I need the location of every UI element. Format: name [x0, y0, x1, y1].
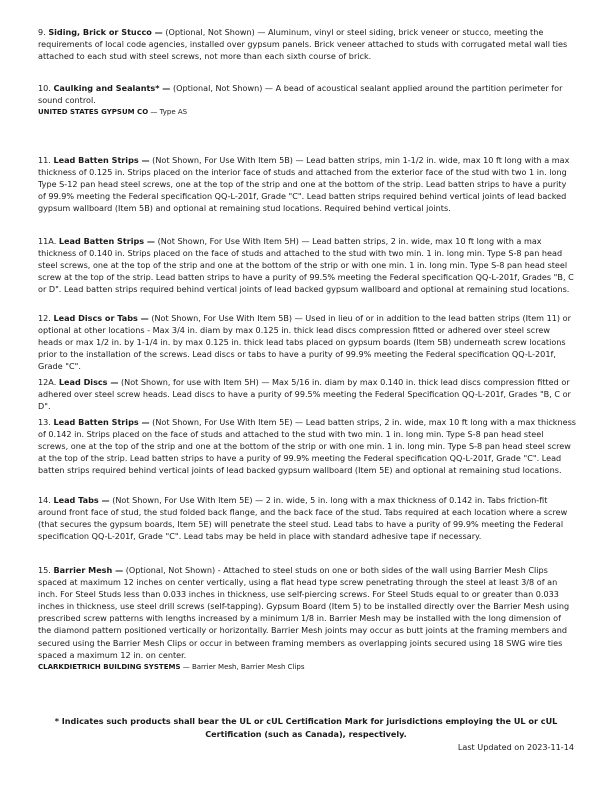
vendor-line [38, 662, 576, 672]
item-number: 11. [38, 155, 51, 165]
item-number: 13. [38, 417, 51, 427]
item-title: Lead Discs — [58, 377, 119, 387]
item-body: (Optional, Not Shown) - Attached to steel studs on one or both sides of the wall using Barrier Mesh Clips spaced at maximum 12 inches on center vertically, using a flat head type screw penetrating through the steel at least 3/8 of an inch. For Steel Studs less than 0.033 inches in thickness, use self-piercing screws. For Steel Studs equal to or greater than 0.033 inches in thickness, use steel drill screws (self-tapping). Gypsum Board (Item 5) to be installed directly over the Barrier Mesh using prescribed screw patterns with lengths increased by a minimum 1/8 in. Barrier Mesh may be installed with the long dimension of the diamond pattern positioned vertically or horizontally. Barrier Mesh joints may occur as butt joints at the framing members and secured using the Barrier Mesh Clips or occur in between framing members as overlapping joints secured using 18 SWG wire ties spaced a maximum 12 in. on center. [38, 565, 570, 660]
item-body: (Not Shown, for use with Item 5H) — Max 5/16 in. diam by max 0.140 in. thick lead discs compression fitted or adhered over steel screw heads. Lead discs to have a purity of 99.5% meeting the Federal Specification QQ-L-201f, Grades "B, C or D". [38, 377, 571, 412]
item-body: (Not Shown, For Use With Item 5B) — Used in lieu of or in addition to the lead batten strips (Item 11) or optional at other locations - Max 3/4 in. diam by max 0.125 in. thick lead discs compression fitted or adhered over steel screw heads or max 1/2 in. by 1-1/4 in. by max 0.125 in. thick lead tabs placed on gypsum boards (Item 5B) underneath screw locations prior to the installation of the screws. Lead discs or tabs to have a purity of 99.9% meeting the Federal specification QQ-L-201f, Grade "C". [38, 313, 571, 372]
item-title: Lead Tabs — [53, 495, 110, 505]
vendor-line [38, 107, 576, 117]
vendor-name: UNITED STATES GYPSUM CO [38, 108, 149, 117]
item-11a [38, 235, 576, 295]
item-10 [38, 82, 576, 117]
item-body: (Optional, Not Shown) — A bead of acoustical sealant applied around the partition perimeter for sound control. [38, 83, 563, 106]
vendor-name: CLARKDIETRICH BUILDING SYSTEMS [38, 662, 181, 671]
item-9 [38, 26, 576, 62]
item-body: (Not Shown, For Use With Item 5H) — Lead batten strips, 2 in. wide, max 10 ft long with a max thickness of 0.140 in. Strips placed on the face of studs and attached to the stud with two min. 1 in. long min. Type S-8 pan head steel screws, one at the top of the strip and one at the bottom of the strip or with one min. 1 in. long min. Type S-8 pan head steel screw at the top of the strip. Lead batten strips to have a purity of 99.5% meeting the Federal specification QQ-L-201f, Grades "B, C or D". Lead batten strips required behind vertical joints of lead backed gypsum wallboard and optional at remaining stud locations. [38, 236, 574, 295]
last-updated: Last Updated on 2023-11-14 [457, 742, 574, 752]
item-title: Lead Batten Strips — [53, 417, 150, 427]
vendor-detail: — Barrier Mesh, Barrier Mesh Clips [180, 662, 305, 671]
item-number: 11A. [38, 236, 57, 246]
item-12a [38, 376, 576, 412]
item-title: Caulking and Sealants* — [53, 83, 171, 93]
item-body: (Not Shown, For Use With Item 5E) — 2 in. wide, 5 in. long with a max thickness of 0.142 in. Tabs friction-fit around front face of stud, the stud folded back flange, and the back face of the stud. Tabs required at each location where a screw (that secures the gypsum boards, Item 5E) will penetrate the steel stud. Lead tabs to have a purity of 99.9% meeting the Federal specification QQ-L-201f, Grade "C". Lead tabs may be held in place with standard adhesive tape if necessary. [38, 495, 568, 542]
item-body: (Optional, Not Shown) — Aluminum, vinyl or steel siding, brick veneer or stucco, meeting the requirements of local code agencies, installed over gypsum panels. Brick veneer attached to studs with corrugated metal wall ties attached to each stud with steel screws, not more than each sixth course of brick. [38, 27, 568, 62]
item-title: Lead Discs or Tabs — [53, 313, 149, 323]
item-11 [38, 154, 576, 214]
item-number: 12. [38, 313, 51, 323]
item-15 [38, 564, 576, 672]
vendor-detail: — Type AS [148, 108, 188, 117]
item-body: (Not Shown, For Use With Item 5B) — Lead batten strips, min 1-1/2 in. wide, max 10 ft long with a max thickness of 0.125 in. Strips placed on the interior face of studs and attached from the exterior face of the stud with two 1 in. long Type S-12 pan head steel screws, one at the top of the strip and one at the bottom of the strip. Lead batten strips to have a purity of 99.9% meeting the Federal specification QQ-L-201f, Grade "C". Lead batten strips required behind vertical joints of lead backed gypsum wallboard (Item 5B) and optional at remaining stud locations. Required behind vertical joints. [38, 155, 570, 214]
item-number: 14. [38, 495, 51, 505]
item-title: Siding, Brick or Stucco — [48, 27, 163, 37]
certification-footnote: * Indicates such products shall bear the UL or cUL Certification Mark for jurisdictions employing the UL or cUL Certification (such as Canada), respectively. [54, 716, 558, 739]
item-number: 15. [38, 565, 51, 575]
item-number: 12A. [38, 377, 57, 387]
item-body: (Not Shown, For Use With Item 5E) — Lead batten strips, 2 in. wide, max 10 ft long with a max thickness of 0.142 in. Strips placed on the face of studs and attached to the stud with two min. 1 in. long min. Type S-8 pan head steel screws, one at the top of the strip and one at the bottom of the strip or with one min. 1 in. long min. Type S-8 pan head steel screw at the top of the strip. Lead batten strips to have a purity of 99.9% meeting the Federal specification QQ-L-201f, Grade "C". Lead batten strips required behind vertical joints of lead backed gypsum wallboard (Item 5E) and optional at remaining stud locations. [38, 417, 577, 476]
item-14 [38, 494, 576, 542]
item-title: Lead Batten Strips — [53, 155, 150, 165]
item-title: Barrier Mesh — [53, 565, 124, 575]
item-12 [38, 312, 576, 372]
item-number: 9. [38, 27, 46, 37]
item-13 [38, 416, 576, 476]
item-title: Lead Batten Strips — [58, 236, 156, 246]
item-number: 10. [38, 83, 51, 93]
